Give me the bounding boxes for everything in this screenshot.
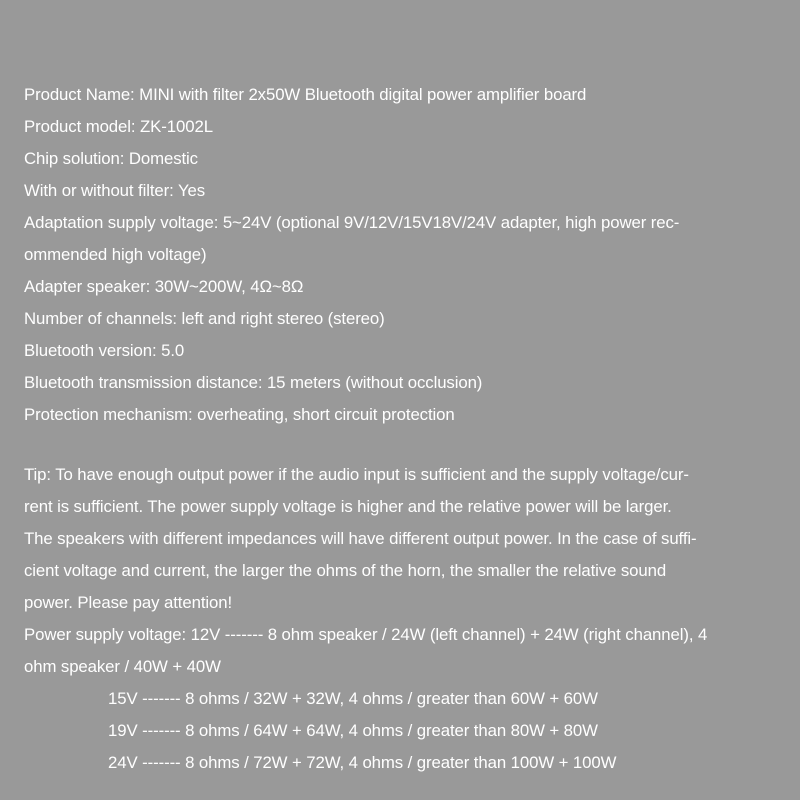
tip-section: [24, 459, 776, 779]
spec-chip-solution: Chip solution: Domestic: [24, 149, 198, 168]
power-supply-line-continued: ohm speaker / 40W + 40W: [24, 657, 221, 676]
spec-filter: With or without filter: Yes: [24, 181, 206, 200]
tip-line: power. Please pay attention!: [24, 593, 233, 612]
spec-supply-voltage-continued: ommended high voltage): [24, 245, 207, 264]
spec-bluetooth-distance: Bluetooth transmission distance: 15 meters (without occlusion): [24, 373, 483, 392]
tip-line: Tip: To have enough output power if the audio input is sufficient and the supply voltage/cur-: [24, 465, 689, 484]
spec-protection: Protection mechanism: overheating, short circuit protection: [24, 405, 455, 424]
spec-adapter-speaker: Adapter speaker: 30W~200W, 4Ω~8Ω: [24, 277, 304, 296]
tip-line: cient voltage and current, the larger the ohms of the horn, the smaller the relative sound: [24, 561, 667, 580]
power-supply-line: Power supply voltage: 12V ------- 8 ohm speaker / 24W (left channel) + 24W (right channel), 4: [24, 625, 708, 644]
tip-line: The speakers with different impedances will have different output power. In the case of suffi-: [24, 529, 697, 548]
spec-channels: Number of channels: left and right stereo (stereo): [24, 309, 385, 328]
spec-product-model: Product model: ZK-1002L: [24, 117, 213, 136]
spec-product-name: Product Name: MINI with filter 2x50W Bluetooth digital power amplifier board: [24, 85, 587, 104]
voltage-row-15v: 15V ------- 8 ohms / 32W + 32W, 4 ohms / greater than 60W + 60W: [108, 689, 598, 708]
spec-list: [24, 79, 776, 431]
spec-bluetooth-version: Bluetooth version: 5.0: [24, 341, 185, 360]
tip-line: rent is sufficient. The power supply voltage is higher and the relative power will be larger.: [24, 497, 672, 516]
voltage-row-24v: 24V ------- 8 ohms / 72W + 72W, 4 ohms / greater than 100W + 100W: [108, 753, 617, 772]
voltage-row-19v: 19V ------- 8 ohms / 64W + 64W, 4 ohms / greater than 80W + 80W: [108, 721, 598, 740]
spec-supply-voltage: Adaptation supply voltage: 5~24V (optional 9V/12V/15V18V/24V adapter, high power rec-: [24, 213, 680, 232]
